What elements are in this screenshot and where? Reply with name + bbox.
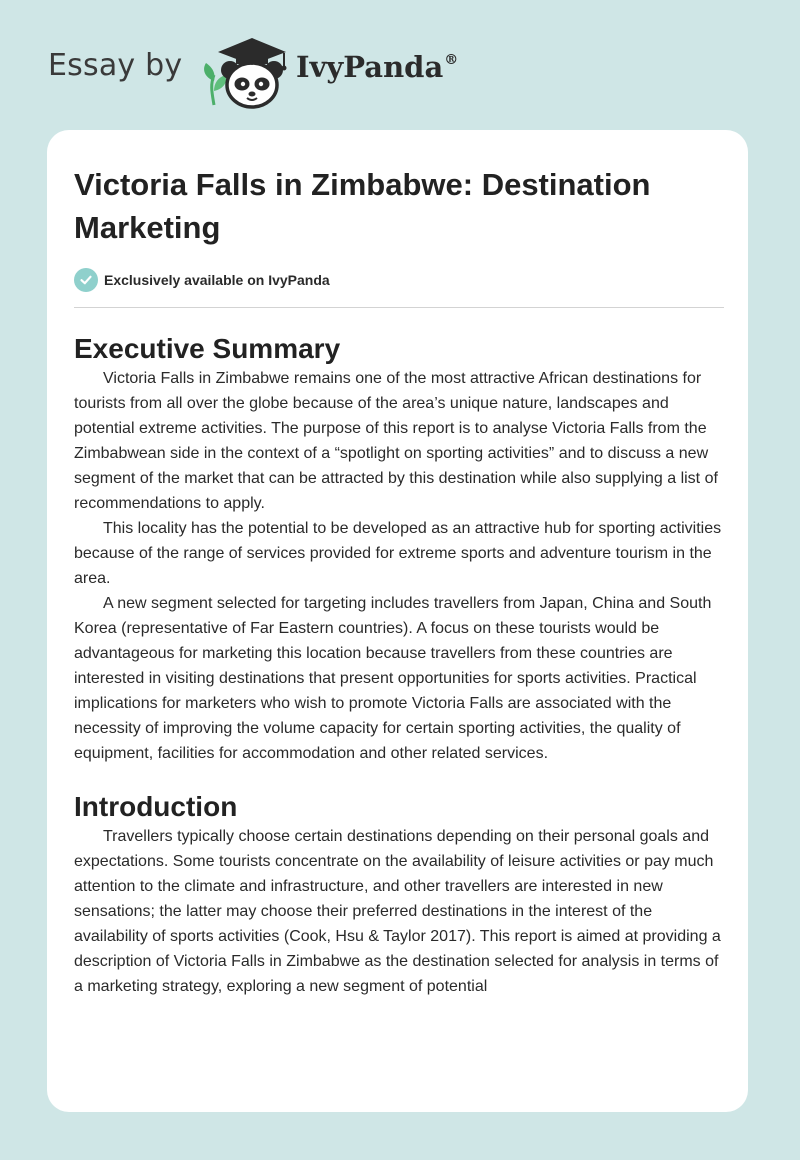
paragraph: A new segment selected for targeting includes travellers from Japan, China and South Korea (representative of Far Eastern countries). A focus on these tourists would be advantageous for marketing this location because travellers from these countries are interested in visiting destinations that present opportunities for sports activities. Practical implications for marketers who wish to promote Victoria Falls are associated with the necessity of improving the volume capacity for certain sporting activities, the quality of equipment, facilities for accommodation and other related services.: [74, 595, 712, 762]
page-title: Victoria Falls in Zimbabwe: Destination Marketing: [74, 167, 651, 245]
site-header: [48, 30, 498, 110]
paragraph: Travellers typically choose certain destinations depending on their personal goals and expectations. Some tourists concentrate on the availability of leisure activities or pay much attention to the climate and infrastructure, and other travellers are interested in new sensations; the latter may choose their preferred destinations in the interest of the availability of sports activities (Cook, Hsu & Taylor 2017). This report is aimed at providing a description of Victoria Falls in Zimbabwe as the destination selected for analysis in terms of a marketing strategy, exploring a new segment of potential: [74, 828, 721, 995]
brand-prefix: Essay by: [48, 48, 183, 83]
paragraph: This locality has the potential to be developed as an attractive hub for sporting activities because of the range of services provided for extreme sports and adventure tourism in the area.: [74, 520, 722, 587]
check-circle-icon: [74, 268, 98, 292]
document-content: [74, 163, 724, 999]
exclusive-badge: [74, 267, 724, 293]
paragraph: Victoria Falls in Zimbabwe remains one of the most attractive African destinations for tourists from all over the globe because of the area’s unique nature, landscapes and potential extreme activities. The purpose of this report is to analyse Victoria Falls from the Zimbabwean side in the context of a “spotlight on sporting activities” and to discuss a new segment of the market that can be attracted by this destination while also supplying a list of recommendations to apply.: [74, 370, 718, 512]
divider: [74, 307, 724, 308]
section-heading-introduction: Introduction: [74, 791, 238, 822]
badge-label: Exclusively available on IvyPanda: [104, 272, 330, 288]
section-heading-executive-summary: Executive Summary: [74, 333, 341, 364]
document-card: [47, 130, 748, 1112]
brand-name[interactable]: IvyPanda®: [296, 50, 459, 84]
panda-graduation-cap-icon[interactable]: [202, 35, 292, 110]
